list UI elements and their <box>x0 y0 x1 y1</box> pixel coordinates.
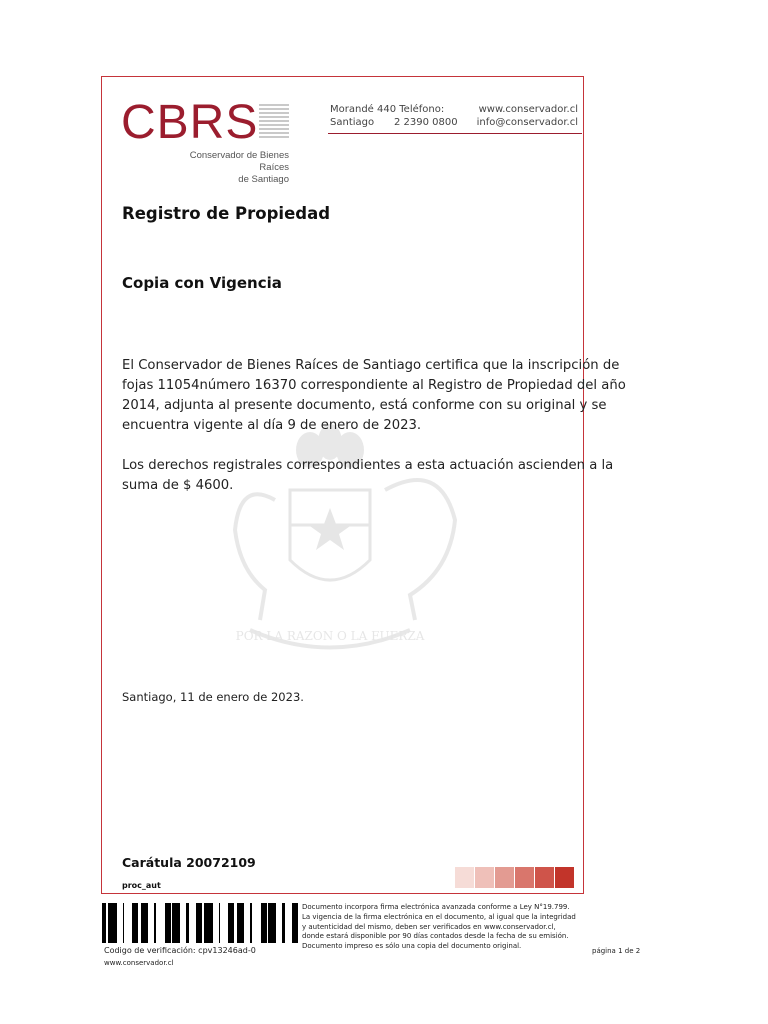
website-link[interactable]: www.conservador.cl <box>478 104 578 115</box>
barcode-bar <box>208 903 210 943</box>
logo-stripes-icon <box>259 104 289 140</box>
barcode-bar <box>261 903 262 943</box>
barcode-bar <box>136 903 138 943</box>
logo-text: CBRS <box>121 96 259 149</box>
page-number: página 1 de 2 <box>592 947 641 955</box>
notice-line: y autenticidad del mismo, deben ser verificados en www.conservador.cl, <box>302 922 556 931</box>
barcode-bar <box>273 903 274 943</box>
footer-website[interactable]: www.conservador.cl <box>104 959 174 967</box>
barcode-bar <box>123 903 124 943</box>
barcode-bar <box>111 903 112 943</box>
address-line: Morandé 440 Teléfono: <box>330 104 445 115</box>
barcode-bar <box>132 903 135 943</box>
barcode-bar <box>112 903 114 943</box>
notice-line: donde estará disponible por 90 días contados desde la fecha de su emisión. <box>302 932 569 941</box>
barcode-bar <box>250 903 252 943</box>
signature-notice <box>302 903 642 952</box>
city: Santiago <box>330 117 375 128</box>
certificate-paragraph-2: Los derechos registrales correspondientes a esta actuación ascienden a la suma de $ 4600. <box>122 458 614 493</box>
barcode-bar <box>142 903 144 943</box>
barcode-bar <box>102 903 105 943</box>
barcode-bar <box>108 903 111 943</box>
barcode-bar <box>154 903 156 943</box>
barcode-bar <box>231 903 232 943</box>
verification-code: Codigo de verificación: cpv13246ad-0 <box>104 946 256 955</box>
barcode-bar <box>243 903 244 943</box>
certificate-paragraph-1: El Conservador de Bienes Raíces de Santiago certifica que la inscripción de fojas 11054número 16370 correspondiente al Registro de Propiedad del año 2014, adjunta al presente documento, está conforme con su original y se encuentra vigente al día 9 de enero de 2023. <box>122 358 626 433</box>
certificate-body <box>122 356 642 516</box>
barcode-bar <box>105 903 106 943</box>
color-square <box>535 867 554 888</box>
document-title: Registro de Propiedad <box>122 204 331 223</box>
phone: 2 2390 0800 <box>394 117 458 128</box>
watermark-motto: POR LA RAZON O LA FUERZA <box>235 629 425 643</box>
barcode-bar <box>144 903 147 943</box>
barcode-bar <box>270 903 273 943</box>
barcode-bar <box>198 903 201 943</box>
barcode-bar <box>274 903 276 943</box>
barcode-bar <box>114 903 117 943</box>
barcode-bar <box>166 903 168 943</box>
logo-subtitle <box>159 150 289 186</box>
color-square <box>515 867 534 888</box>
email-link[interactable]: info@conservador.cl <box>476 117 578 128</box>
barcode-bar <box>219 903 220 943</box>
barcode-bar <box>237 903 238 943</box>
barcode-bar <box>178 903 180 943</box>
barcode-bar <box>282 903 285 943</box>
logo-subtitle-line1: Conservador de Bienes Raíces <box>189 150 289 173</box>
barcode-bar <box>147 903 148 943</box>
barcode-bar <box>135 903 136 943</box>
barcode-bar <box>228 903 231 943</box>
barcode-bar <box>262 903 264 943</box>
barcode-bar <box>172 903 174 943</box>
barcode-icon <box>102 903 298 943</box>
barcode-bar <box>174 903 177 943</box>
barcode-bar <box>165 903 166 943</box>
place-date: Santiago, 11 de enero de 2023. <box>122 690 304 704</box>
barcode-bar <box>168 903 171 943</box>
barcode-bar <box>177 903 178 943</box>
caratula-number: Carátula 20072109 <box>122 855 256 870</box>
barcode-bar <box>210 903 213 943</box>
barcode-bar <box>268 903 270 943</box>
barcode-bar <box>264 903 267 943</box>
barcode-bar <box>240 903 243 943</box>
document-subtitle: Copia con Vigencia <box>122 274 282 292</box>
header-divider <box>328 133 582 134</box>
barcode-bar <box>297 903 298 943</box>
notice-line: Documento incorpora firma electrónica avanzada conforme a Ley N°19.799. <box>302 903 570 911</box>
barcode-bar <box>141 903 142 943</box>
color-square <box>455 867 474 888</box>
color-square <box>475 867 494 888</box>
color-square <box>495 867 514 888</box>
barcode-bar <box>238 903 240 943</box>
color-square <box>555 867 574 888</box>
barcode-bar <box>186 903 189 943</box>
contact-block <box>330 103 582 129</box>
color-squares <box>455 867 575 888</box>
barcode-bar <box>292 903 294 943</box>
notice-line: La vigencia de la firma electrónica en el documento, al igual que la integridad <box>302 912 576 921</box>
notice-line: Documento impreso es sólo una copia del documento original. <box>302 942 522 951</box>
logo-subtitle-line2: de Santiago <box>238 174 289 185</box>
proc-label: proc_aut <box>122 881 161 890</box>
barcode-bar <box>204 903 207 943</box>
barcode-bar <box>196 903 198 943</box>
barcode-bar <box>232 903 234 943</box>
barcode-bar <box>207 903 208 943</box>
barcode-bar <box>294 903 297 943</box>
barcode-bar <box>201 903 202 943</box>
